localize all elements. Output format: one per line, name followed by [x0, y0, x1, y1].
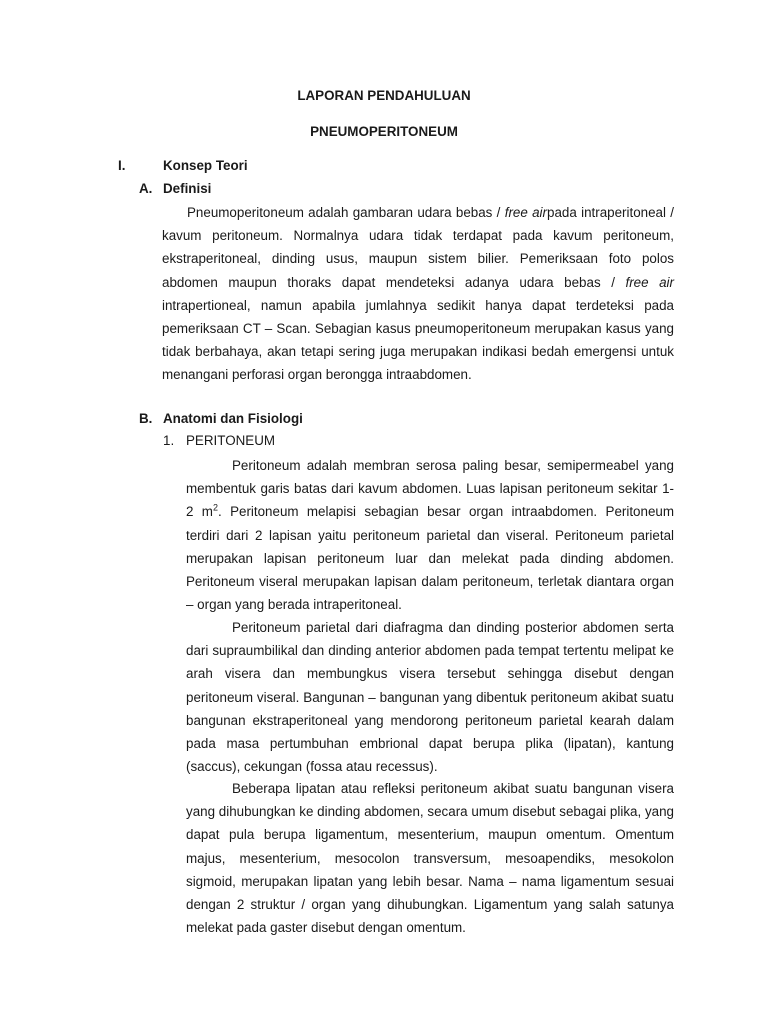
- peritoneum-paragraph-2: Peritoneum parietal dari diafragma dan dinding posterior abdomen serta dari supraumbilikal dan dinding anterior abdomen pada tempat tertentu melipat ke arah visera dan membungkus visera tersebut sehingga disebut dengan peritoneum viseral. Bangunan – bangunan yang dibentuk peritoneum akibat suatu bangunan ekstraperitoneal yang mendorong peritoneum parietal kearah dalam pada masa pertumbuhan embrional dapat berupa plika (lipatan), kantung (saccus), cekungan (fossa atau recessus).: [186, 620, 674, 775]
- subsection-letter-a: A.: [139, 181, 153, 196]
- subsection-letter-b: B.: [139, 411, 153, 426]
- section-title: Konsep Teori: [163, 158, 248, 173]
- subsection-title-anatomi: Anatomi dan Fisiologi: [163, 411, 303, 426]
- text-run: . Peritoneum melapisi sebagian besar organ intraabdomen. Peritoneum terdiri dari 2 lapisan yaitu peritoneum parietal dan viseral. Peritoneum parietal merupakan lapisan peritoneum luar dan melekat pada dinding abdomen. Peritoneum viseral merupakan lapisan dalam peritoneum, terletak diantara organ – organ yang berada intraperitoneal.: [186, 504, 674, 613]
- subsection-title-definisi: Definisi: [163, 181, 212, 196]
- text-run: Peritoneum adalah membran serosa paling besar, semipermeabel yang membentuk garis batas dari kavum abdomen. Luas lapisan peritoneum sekitar 1- 2 m: [186, 458, 674, 520]
- section-number: I.: [118, 158, 126, 173]
- peritoneum-paragraph-3: Beberapa lipatan atau refleksi peritoneum akibat suatu bangunan visera yang dihubungkan ke dinding abdomen, secara umum disebut sebagai plika, yang dapat pula berupa ligamentum, mesenterium, maupun omentum. Omentum majus, mesenterium, mesocolon transversum, mesoapendiks, mesokolon sigmoid, merupakan lipatan yang lebih besar. Nama – nama ligamentum sesuai dengan 2 struktur / organ yang dihubungkan. Ligamentum yang salah satunya melekat pada gaster disebut dengan omentum.: [186, 781, 674, 936]
- document-title: LAPORAN PENDAHULUAN: [297, 88, 471, 103]
- document-subtitle: PNEUMOPERITONEUM: [310, 124, 458, 139]
- superscript: 2: [212, 502, 218, 513]
- italic-term: free air: [504, 205, 547, 220]
- text-run: intrapertioneal, namun apabila jumlahnya sedikit hanya dapat terdeteksi pada pemeriksaan CT – Scan. Sebagian kasus pneumoperitoneum merupakan kasus yang tidak berbahaya, akan tetapi sering juga merupakan indikasi bedah emergensi untuk menangani perforasi organ berongga intraabdomen.: [162, 297, 674, 383]
- list-number: 1.: [163, 433, 175, 448]
- text-run: pada intraperitoneal / kavum peritoneum. Normalnya udara tidak terdapat pada kavum peritoneum, ekstraperitoneal, dinding usus, maupun sistem bilier. Pemeriksaan foto polos abdomen maupun thoraks dapat mendeteksi adanya udara bebas /: [162, 205, 674, 290]
- text-run: Pneumoperitoneum adalah gambaran udara bebas /: [187, 205, 505, 220]
- peritoneum-paragraph-1: [186, 454, 674, 616]
- definisi-paragraph: [162, 201, 674, 387]
- italic-term: free air: [625, 274, 674, 290]
- list-item-title: PERITONEUM: [186, 433, 276, 448]
